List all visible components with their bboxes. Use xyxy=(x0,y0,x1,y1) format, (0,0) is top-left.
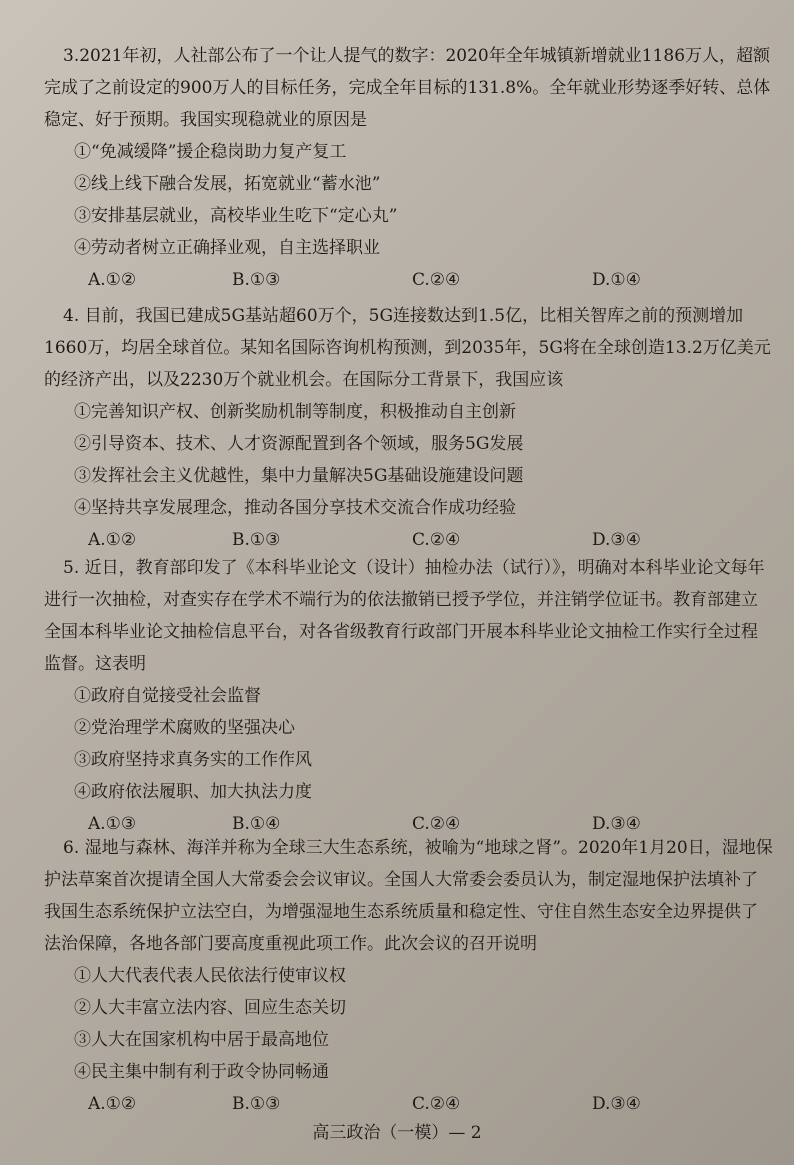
question-stem: 4. 目前，我国已建成5G基站超60万个，5G连接数达到1.5亿，比相关智库之前的预测增加1660万，均居全球首位。某知名国际咨询机构预测，到2035年，5G将在全球创造13.2万亿美元的经济产出，以及2230万个就业机会。在国际分工背景下，我国应该 xyxy=(44,306,771,390)
choice-c: C.②④ xyxy=(412,270,461,290)
choice-b: B.①③ xyxy=(232,270,281,290)
option-item: ④劳动者树立正确择业观，自主选择职业 xyxy=(74,238,380,258)
page-footer: 高三政治（一模）— 2 xyxy=(312,1123,482,1143)
question-stem: 3.2021年初，人社部公布了一个让人提气的数字：2020年全年城镇新增就业1186万人，超额完成了之前设定的900万人的目标任务，完成全年目标的131.8%。全年就业形势逐季好转、总体稳定、好于预期。我国实现稳就业的原因是 xyxy=(44,46,771,130)
option-item: ③发挥社会主义优越性，集中力量解决5G基础设施建设问题 xyxy=(74,466,524,486)
choice-d: D.③④ xyxy=(592,1094,641,1114)
question-5 xyxy=(44,552,774,840)
option-item: ④坚持共享发展理念，推动各国分享技术交流合作成功经验 xyxy=(74,498,516,518)
choice-a: A.①③ xyxy=(88,814,137,834)
option-item: ②人大丰富立法内容、回应生态关切 xyxy=(74,998,346,1018)
choice-a: A.①② xyxy=(88,270,137,290)
choice-b: B.①④ xyxy=(232,814,281,834)
answer-choices xyxy=(44,264,774,296)
choice-d: D.①④ xyxy=(592,270,641,290)
choice-b: B.①③ xyxy=(232,1094,281,1114)
choice-d: D.③④ xyxy=(592,530,641,550)
choice-a: A.①② xyxy=(88,530,137,550)
question-6 xyxy=(44,832,774,1120)
option-item: ①“免减缓降”援企稳岗助力复产复工 xyxy=(74,142,347,162)
option-item: ③人大在国家机构中居于最高地位 xyxy=(74,1030,329,1050)
option-item: ④政府依法履职、加大执法力度 xyxy=(74,782,312,802)
option-item: ④民主集中制有利于政令协同畅通 xyxy=(74,1062,329,1082)
question-stem: 6. 湿地与森林、海洋并称为全球三大生态系统，被喻为“地球之肾”。2020年1月20日，湿地保护法草案首次提请全国人大常委会会议审议。全国人大常委会委员认为，制定湿地保护法填补了我国生态系统保护立法空白，为增强湿地生态系统质量和稳定性、守住自然生态安全边界提供了法治保障，各地各部门要高度重视此项工作。此次会议的召开说明 xyxy=(44,838,773,954)
option-item: ①完善知识产权、创新奖励机制等制度，积极推动自主创新 xyxy=(74,402,516,422)
choice-b: B.①③ xyxy=(232,530,281,550)
choice-c: C.②④ xyxy=(412,1094,461,1114)
choice-d: D.③④ xyxy=(592,814,641,834)
option-item: ②党治理学术腐败的坚强决心 xyxy=(74,718,295,738)
choice-a: A.①② xyxy=(88,1094,137,1114)
option-item: ①人大代表代表人民依法行使审议权 xyxy=(74,966,346,986)
question-stem: 5. 近日，教育部印发了《本科毕业论文（设计）抽检办法（试行）》，明确对本科毕业论文每年进行一次抽检，对查实存在学术不端行为的依法撤销已授予学位，并注销学位证书。教育部建立全国本科毕业论文抽检信息平台，对各省级教育行政部门开展本科毕业论文抽检工作实行全过程监督。这表明 xyxy=(44,558,765,674)
option-item: ②引导资本、技术、人才资源配置到各个领域，服务5G发展 xyxy=(74,434,524,454)
choice-c: C.②④ xyxy=(412,530,461,550)
question-4 xyxy=(44,300,774,556)
option-item: ②线上线下融合发展，拓宽就业“蓄水池” xyxy=(74,174,381,194)
question-3 xyxy=(44,40,774,296)
option-item: ③政府坚持求真务实的工作作风 xyxy=(74,750,312,770)
choice-c: C.②④ xyxy=(412,814,461,834)
answer-choices xyxy=(44,1088,774,1120)
option-item: ①政府自觉接受社会监督 xyxy=(74,686,261,706)
option-item: ③安排基层就业，高校毕业生吃下“定心丸” xyxy=(74,206,398,226)
